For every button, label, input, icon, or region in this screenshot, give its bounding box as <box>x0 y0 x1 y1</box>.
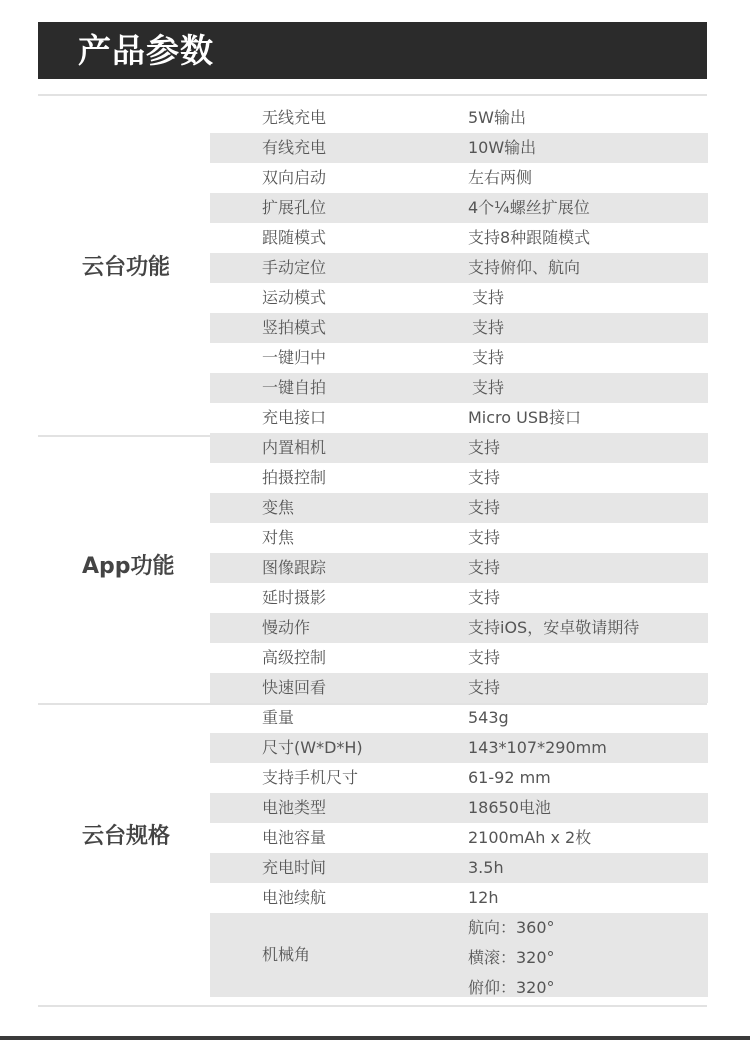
spec-table <box>210 703 708 997</box>
table-row <box>210 403 708 433</box>
spec-name: 慢动作 <box>262 618 311 637</box>
spec-name: 快速回看 <box>262 678 327 697</box>
spec-name: 支持手机尺寸 <box>262 768 359 787</box>
table-row <box>210 163 708 193</box>
table-row <box>210 613 708 643</box>
spec-value: 5W输出 <box>468 108 527 127</box>
table-row <box>210 493 708 523</box>
spec-value: 支持 <box>468 468 501 487</box>
table-row <box>210 463 708 493</box>
section-category-label: 云台功能 <box>82 255 171 280</box>
table-row <box>210 883 708 913</box>
spec-value: 10W输出 <box>468 138 537 157</box>
table-row <box>210 373 708 403</box>
spec-value: 支持 <box>468 588 501 607</box>
spec-name: 无线充电 <box>262 108 327 127</box>
table-row <box>210 733 708 763</box>
spec-value: 143*107*290mm <box>468 738 607 757</box>
divider <box>38 1005 707 1007</box>
spec-name: 高级控制 <box>262 648 327 667</box>
table-row <box>210 763 708 793</box>
spec-name: 有线充电 <box>262 138 327 157</box>
spec-name: 运动模式 <box>262 288 327 307</box>
table-row <box>210 253 708 283</box>
spec-value: 支持 <box>468 438 501 457</box>
table-row <box>210 583 708 613</box>
spec-name: 一键归中 <box>262 348 327 367</box>
table-row <box>210 523 708 553</box>
spec-value: 支持 <box>468 498 501 517</box>
spec-name: 延时摄影 <box>262 588 327 607</box>
spec-value: Micro USB接口 <box>468 408 581 427</box>
spec-value: 2100mAh x 2枚 <box>468 828 592 847</box>
spec-value: 支持 <box>468 648 501 667</box>
section-category-label: 云台规格 <box>82 824 171 849</box>
header-bar <box>38 22 707 79</box>
table-row <box>210 913 708 997</box>
spec-value: 横滚：320° <box>468 948 555 967</box>
spec-name: 变焦 <box>262 498 295 517</box>
spec-value-list <box>468 913 555 1003</box>
spec-value: 支持8种跟随模式 <box>468 228 591 247</box>
spec-name: 重量 <box>262 708 295 727</box>
table-row <box>210 853 708 883</box>
spec-value: 航向：360° <box>468 918 555 937</box>
spec-name: 拍摄控制 <box>262 468 327 487</box>
table-row <box>210 673 708 703</box>
spec-table <box>210 433 708 703</box>
table-row <box>210 643 708 673</box>
table-row <box>210 343 708 373</box>
spec-name: 电池续航 <box>262 888 327 907</box>
spec-name: 对焦 <box>262 528 295 547</box>
table-row <box>210 793 708 823</box>
spec-name: 机械角 <box>262 945 311 964</box>
spec-name: 电池类型 <box>262 798 327 817</box>
table-row <box>210 283 708 313</box>
section-category-label: App功能 <box>82 554 175 579</box>
table-row <box>210 433 708 463</box>
spec-name: 扩展孔位 <box>262 198 327 217</box>
table-row <box>210 193 708 223</box>
spec-value: 支持 <box>472 348 505 367</box>
spec-name: 双向启动 <box>262 168 327 187</box>
spec-name: 充电接口 <box>262 408 327 427</box>
table-row <box>210 133 708 163</box>
spec-value: 支持 <box>472 378 505 397</box>
spec-value: 543g <box>468 708 509 727</box>
spec-value: 3.5h <box>468 858 504 877</box>
spec-name: 内置相机 <box>262 438 327 457</box>
table-row <box>210 553 708 583</box>
table-row <box>210 313 708 343</box>
spec-value: 12h <box>468 888 499 907</box>
spec-name: 跟随模式 <box>262 228 327 247</box>
spec-value: 左右两侧 <box>468 168 533 187</box>
spec-value: 61-92 mm <box>468 768 551 787</box>
spec-name: 竖拍模式 <box>262 318 327 337</box>
spec-name: 图像跟踪 <box>262 558 327 577</box>
spec-name: 充电时间 <box>262 858 327 877</box>
spec-value: 支持 <box>468 558 501 577</box>
page-title: 产品参数 <box>78 31 214 70</box>
table-row <box>210 823 708 853</box>
spec-name: 电池容量 <box>262 828 327 847</box>
table-row <box>210 103 708 133</box>
spec-table <box>210 103 708 433</box>
spec-value: 支持 <box>472 288 505 307</box>
spec-value: 支持 <box>472 318 505 337</box>
table-row <box>210 703 708 733</box>
spec-name: 手动定位 <box>262 258 327 277</box>
divider <box>38 94 707 96</box>
spec-value: 支持 <box>468 678 501 697</box>
spec-value: 18650电池 <box>468 798 551 817</box>
table-row <box>210 223 708 253</box>
spec-value: 4个¼螺丝扩展位 <box>468 198 590 217</box>
spec-name: 一键自拍 <box>262 378 327 397</box>
spec-value: 支持 <box>468 528 501 547</box>
spec-value: 俯仰：320° <box>468 978 555 997</box>
spec-name: 尺寸(W*D*H) <box>262 738 363 757</box>
spec-value: 支持iOS，安卓敬请期待 <box>468 618 640 637</box>
bottom-bar <box>0 1036 750 1040</box>
spec-value: 支持俯仰、航向 <box>468 258 581 277</box>
